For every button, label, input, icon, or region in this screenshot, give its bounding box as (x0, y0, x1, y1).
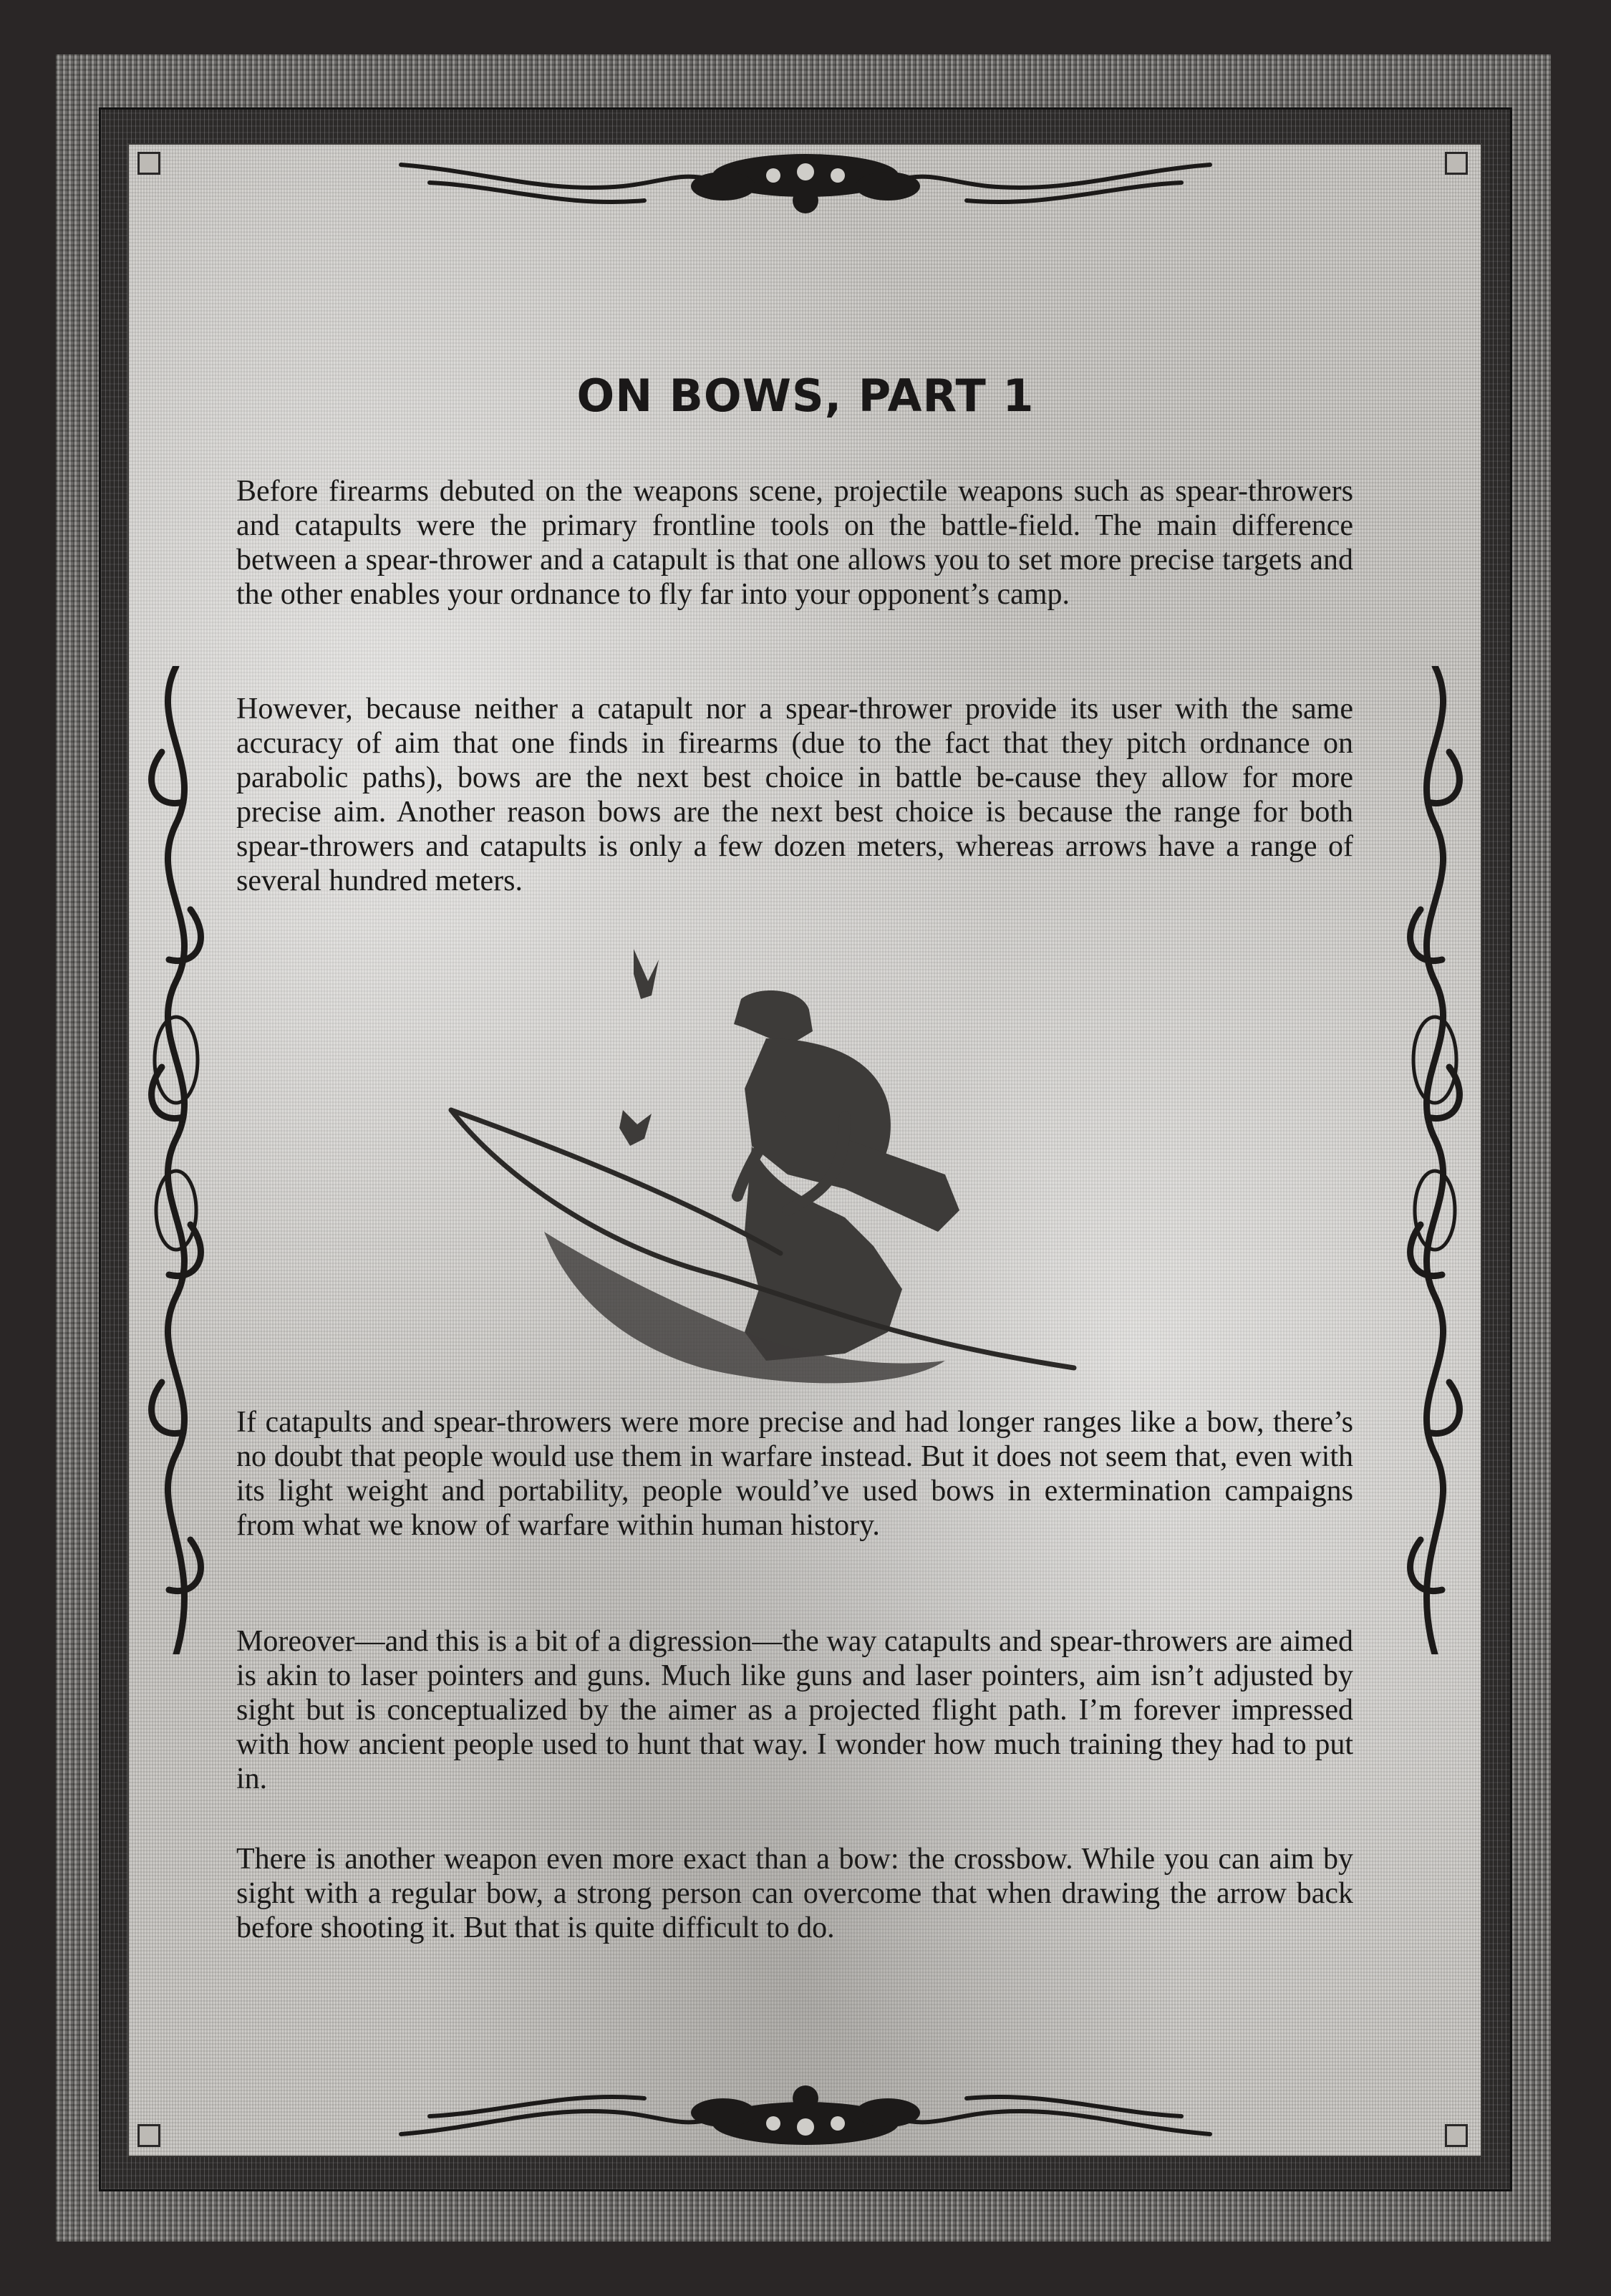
paragraph-1: Before firearms debuted on the weapons scene, projectile weapons such as spear-throwers and catapults were the primary frontline tools on the battle-field. The main difference between a spear-thrower and a catapult is that one allows you to set more precise targets and the other enables your ordnance to fly far into your opponent’s camp. (236, 475, 1353, 611)
corner-stud (137, 152, 160, 175)
right-scrollwork-icon (1392, 666, 1478, 1654)
kneeling-archer-illustration (444, 931, 1103, 1404)
left-scrollwork-icon (133, 666, 219, 1654)
corner-stud (137, 2124, 160, 2147)
bottom-ornament-icon (387, 2077, 1224, 2156)
page-title: ON BOWS, PART 1 (576, 370, 1035, 422)
paragraph-2: However, because neither a catapult nor a spear-thrower provide its user with the same accuracy of aim that one finds in firearms (due to the fact that they pitch ordnance on parabolic paths), bows are the next best choice in battle be-cause they allow for more precise aim. Another reason bows are the next best choice is because the range for both spear-throwers and catapults is only a few dozen meters, whereas arrows have a range of several hundred meters. (236, 693, 1353, 897)
corner-stud (1445, 2124, 1468, 2147)
top-ornament-icon (387, 143, 1224, 222)
corner-stud (1445, 152, 1468, 175)
paragraph-3: If catapults and spear-throwers were more precise and had longer ranges like a bow, there’s no doubt that people would use them in warfare instead. But it does not seem that, even with its light weight and portability, people would’ve used bows in extermination campaigns from what we know of warfare within human history. (236, 1406, 1353, 1542)
paragraph-4: Moreover—and this is a bit of a digression—the way catapults and spear-throwers are aimed is akin to laser pointers and guns. Much like guns and laser pointers, aim isn’t adjusted by sight but is conceptualized by the aimer as a projected flight path. I’m forever impressed with how ancient people used to hunt that way. I wonder how much training they had to put in. (236, 1625, 1353, 1795)
paragraph-5: There is another weapon even more exact than a bow: the crossbow. While you can aim by sight with a regular bow, a strong person can overcome that when drawing the arrow back before shooting it. But that is quite difficult to do. (236, 1843, 1353, 1944)
